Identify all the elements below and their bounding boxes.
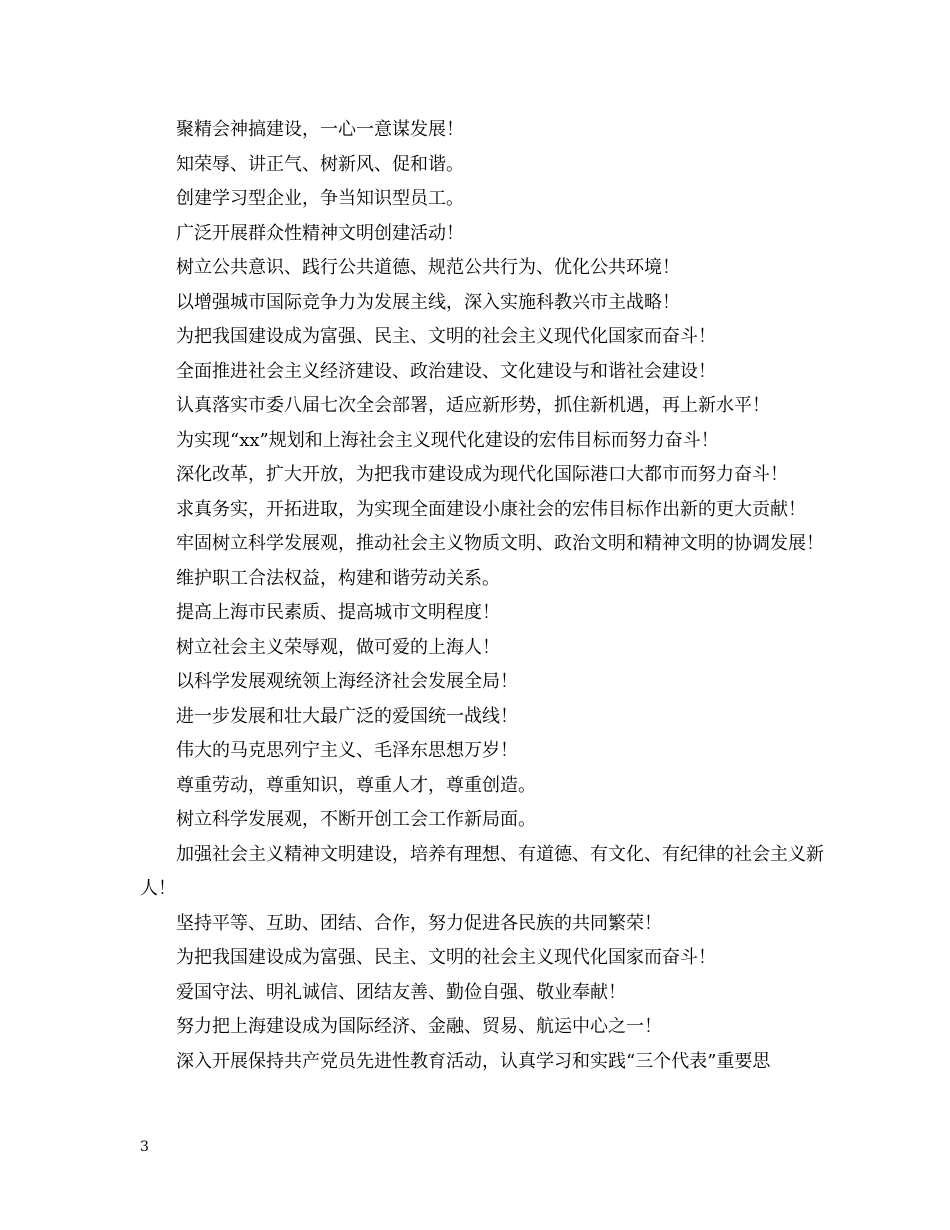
paragraph: 创建学习型企业，争当知识型员工。: [176, 188, 464, 209]
paragraph: 知荣辱、讲正气、树新风、促和谐。: [176, 153, 464, 175]
paragraph: 为实现“xx”规划和上海社会主义现代化建设的宏伟目标而努力奋斗！: [176, 429, 719, 451]
paragraph: 广泛开展群众性精神文明创建活动！: [176, 222, 464, 244]
paragraph: 维护职工合法权益，构建和谐劳动关系。: [176, 567, 500, 589]
paragraph: 爱国守法、明礼诚信、团结友善、勤俭自强、敬业奉献！: [176, 981, 626, 1003]
paragraph: 为把我国建设成为富强、民主、文明的社会主义现代化国家而奋斗！: [176, 326, 716, 347]
paragraph: 深入开展保持共产党员先进性教育活动，认真学习和实践“三个代表”重要思: [176, 1050, 771, 1072]
paragraph: 为把我国建设成为富强、民主、文明的社会主义现代化国家而奋斗！: [176, 947, 716, 968]
paragraph: 树立公共意识、践行公共道德、规范公共行为、优化公共环境！: [176, 257, 680, 278]
page-number: 3: [140, 1139, 149, 1155]
paragraph: 全面推进社会主义经济建设、政治建设、文化建设与和谐社会建设！: [176, 360, 716, 382]
document-body: [140, 113, 830, 1079]
paragraph: 伟大的马克思列宁主义、毛泽东思想万岁！: [176, 740, 518, 761]
paragraph: 尊重劳动，尊重知识，尊重人才，尊重创造。: [176, 774, 536, 796]
paragraph: 求真务实，开拓进取，为实现全面建设小康社会的宏伟目标作出新的更大贡献！: [176, 498, 806, 520]
paragraph: 坚持平等、互助、团结、合作，努力促进各民族的共同繁荣！: [176, 912, 662, 934]
paragraph: 树立社会主义荣辱观，做可爱的上海人！: [176, 636, 500, 658]
paragraph: 牢固树立科学发展观，推动社会主义物质文明、政治文明和精神文明的协调发展！: [176, 533, 824, 554]
paragraph: 努力把上海建设成为国际经济、金融、贸易、航运中心之一！: [176, 1016, 662, 1037]
paragraph: 以增强城市国际竞争力为发展主线，深入实施科教兴市主战略！: [176, 291, 680, 313]
paragraph: 聚精会神搞建设，一心一意谋发展！: [176, 119, 464, 140]
paragraph: 深化改革，扩大开放，为把我市建设成为现代化国际港口大都市而努力奋斗！: [176, 464, 788, 485]
paragraph: 加强社会主义精神文明建设，培养有理想、有道德、有文化、有纪律的社会主义新人！: [140, 843, 824, 899]
paragraph: 树立科学发展观，不断开创工会工作新局面。: [176, 809, 536, 830]
paragraph: 认真落实市委八届七次全会部署，适应新形势，抓住新机遇，再上新水平！: [176, 395, 770, 416]
paragraph: 以科学发展观统领上海经济社会发展全局！: [176, 671, 518, 692]
paragraph: 进一步发展和壮大最广泛的爱国统一战线！: [176, 705, 518, 727]
paragraph: 提高上海市民素质、提高城市文明程度！: [176, 602, 500, 623]
